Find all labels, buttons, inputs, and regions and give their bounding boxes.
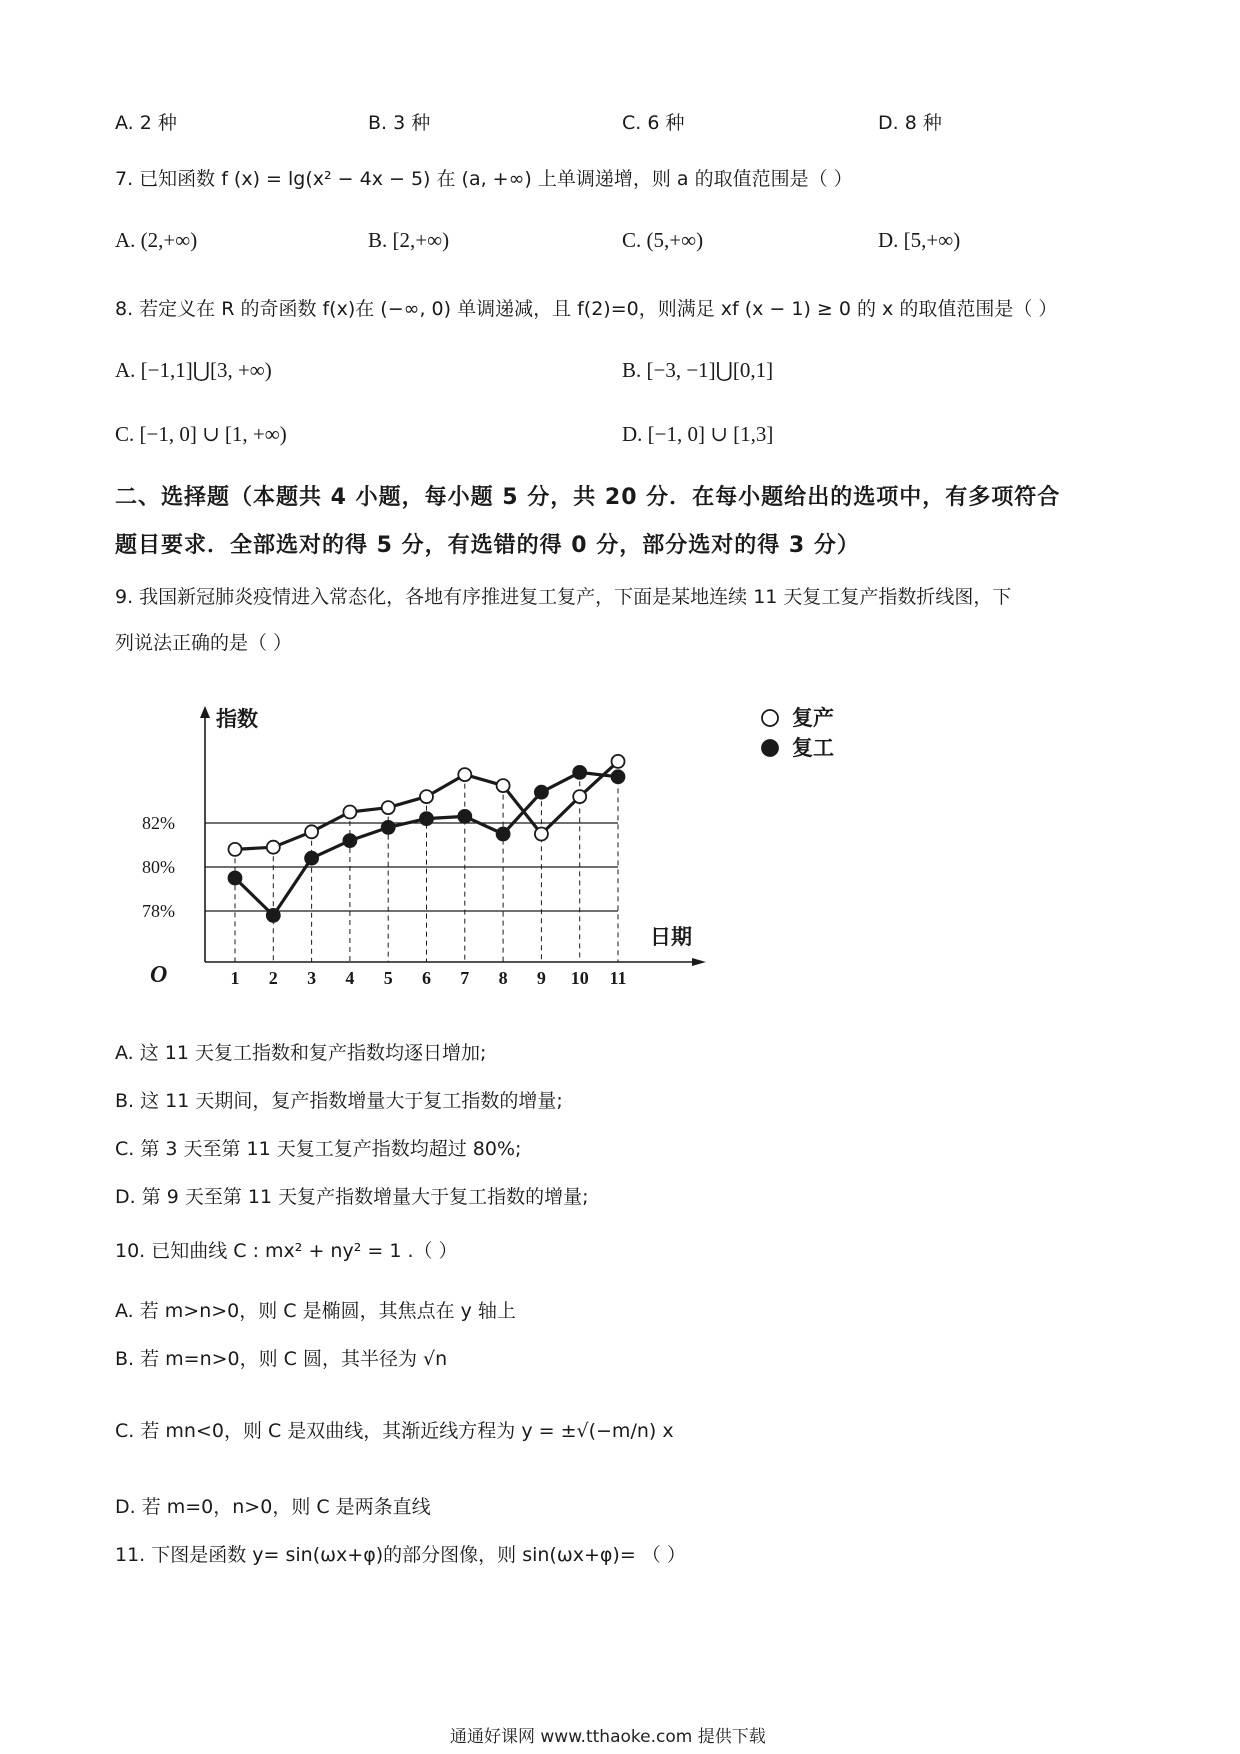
page-footer: 通通好课网 www.tthaoke.com 提供下载 [450,1727,766,1747]
x-tick-label: 8 [498,968,508,988]
q9-option-c: C. 第 3 天至第 11 天复工复产指数均超过 80%; [115,1138,522,1160]
q10-option-a: A. 若 m>n>0，则 C 是椭圆，其焦点在 y 轴上 [115,1300,516,1322]
chart-labels [142,707,692,988]
x-tick-label: 10 [570,968,589,988]
q9-option-d: D. 第 9 天至第 11 天复产指数增量大于复工指数的增量; [115,1186,589,1208]
point-fuchan [267,841,280,854]
origin-label: O [150,962,168,988]
point-fugong [535,786,548,799]
q9-stem-line2: 列说法正确的是（ ） [115,632,293,654]
point-fugong [343,834,356,847]
q7-option-a: A. (2,+∞) [115,228,198,252]
point-fugong [420,812,433,825]
q10-option-d: D. 若 m=0，n>0，则 C 是两条直线 [115,1496,431,1518]
y-tick-label: 78% [142,901,175,921]
point-fuchan [612,755,625,768]
q11-stem: 11. 下图是函数 y= sin(ωx+φ)的部分图像，则 sin(ωx+φ)= （ ） [115,1544,686,1566]
legend-marker [762,740,778,756]
point-fuchan [458,768,471,781]
q6-option-a: A. 2 种 [115,112,177,134]
x-tick-label: 2 [268,968,278,988]
q8-option-d: D. [−1, 0] ∪ [1,3] [622,422,774,446]
point-fuchan [343,806,356,819]
legend-label: 复工 [792,736,834,760]
x-tick-label: 1 [230,968,240,988]
y-axis-arrow [200,706,210,718]
section2-heading-line1: 二、选择题（本题共 4 小题，每小题 5 分，共 20 分．在每小题给出的选项中，有多项符合 [115,485,1061,510]
point-fuchan [382,801,395,814]
q10-option-c: C. 若 mn<0，则 C 是双曲线，其渐近线方程为 y = ±√(−m/n) x [115,1420,674,1442]
chart-gridlines [205,823,618,911]
point-fugong [229,872,242,885]
point-fuchan [497,779,510,792]
point-fuchan [420,790,433,803]
q9-stem-line1: 9. 我国新冠肺炎疫情进入常态化，各地有序推进复工复产，下面是某地连续 11 天复工复产指数折线图，下 [115,586,1012,608]
point-fugong [382,821,395,834]
point-fugong [267,909,280,922]
x-axis-arrow [692,958,706,966]
q7-option-b: B. [2,+∞) [368,228,450,252]
x-tick-label: 5 [383,968,393,988]
point-fuchan [535,828,548,841]
point-fuchan [573,790,586,803]
chart-legend [762,706,834,760]
y-tick-label: 80% [142,857,175,877]
point-fugong [573,766,586,779]
point-fuchan [305,825,318,838]
q8-option-b: B. [−3, −1]⋃[0,1] [622,358,774,382]
q6-option-c: C. 6 种 [622,112,685,134]
y-tick-label: 82% [142,813,175,833]
x-tick-label: 7 [460,968,470,988]
q9-line-chart [140,700,900,1010]
point-fugong [305,852,318,865]
legend-marker [762,710,778,726]
x-tick-label: 3 [307,968,317,988]
point-fuchan [229,843,242,856]
chart-axes [200,706,706,966]
q7-stem: 7. 已知函数 f (x) = lg(x² − 4x − 5) 在 (a, +∞) 上单调递增，则 a 的取值范围是（ ） [115,168,853,190]
section2-heading-line2: 题目要求．全部选对的得 5 分，有选错的得 0 分，部分选对的得 3 分） [115,533,860,558]
q7-option-d: D. [5,+∞) [878,228,961,252]
legend-label: 复产 [792,706,834,730]
x-tick-label: 6 [422,968,431,988]
x-tick-label: 4 [345,968,355,988]
y-axis-title: 指数 [216,707,258,731]
point-fugong [458,810,471,823]
q10-option-b: B. 若 m=n>0，则 C 圆，其半径为 √n [115,1348,448,1370]
x-axis-title: 日期 [650,925,692,949]
q10-stem: 10. 已知曲线 C : mx² + ny² = 1 .（ ） [115,1240,458,1262]
q6-option-b: B. 3 种 [368,112,431,134]
q8-stem: 8. 若定义在 R 的奇函数 f(x)在 (−∞, 0) 单调递减，且 f(2)=0，则满足 xf (x − 1) ≥ 0 的 x 的取值范围是（ ） [115,298,1058,320]
q6-option-d: D. 8 种 [878,112,942,134]
q9-option-a: A. 这 11 天复工指数和复产指数均逐日增加; [115,1042,487,1064]
chart-series-lines [235,761,618,915]
q8-option-c: C. [−1, 0] ∪ [1, +∞) [115,422,287,446]
q9-option-b: B. 这 11 天期间，复产指数增量大于复工指数的增量; [115,1090,563,1112]
q8-option-a: A. [−1,1]⋃[3, +∞) [115,358,272,382]
point-fugong [612,770,625,783]
q7-option-c: C. (5,+∞) [622,228,704,252]
x-tick-label: 11 [609,968,627,988]
point-fugong [497,828,510,841]
x-tick-label: 9 [536,968,546,988]
